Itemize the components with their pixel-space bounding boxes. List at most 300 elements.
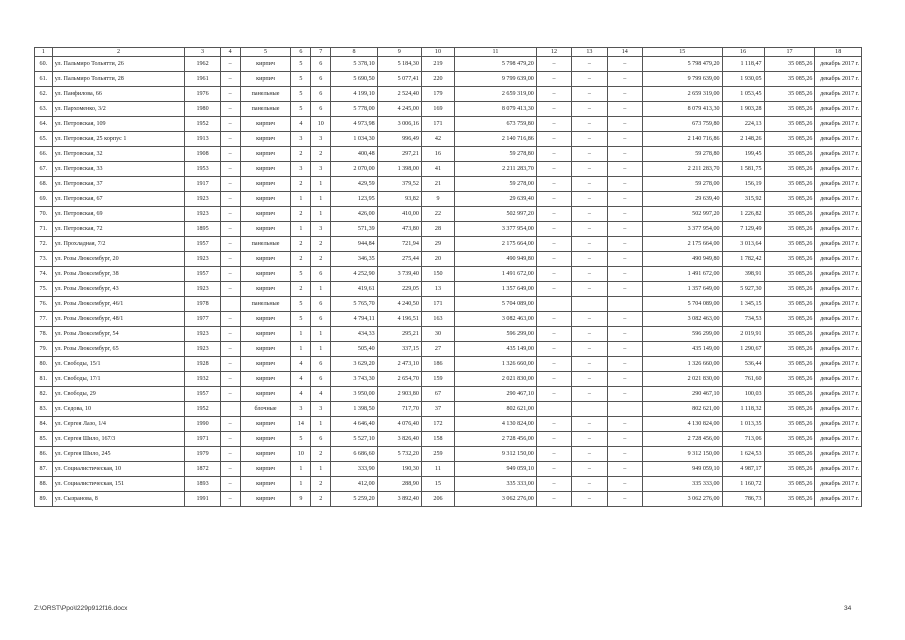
- cell-address: ул. Свободы, 17/1: [52, 372, 185, 387]
- cell-cost-sum: 3 082 463,00: [642, 312, 722, 327]
- cell-col-13: –: [572, 147, 607, 162]
- cell-living-area: 4 245,00: [377, 102, 421, 117]
- cell-rate: 35 085,26: [764, 342, 815, 357]
- cell-total-area: 4 794,11: [331, 312, 377, 327]
- cell-cost-per-unit: 1 053,45: [722, 87, 764, 102]
- cell-cost-sum: 802 621,00: [642, 402, 722, 417]
- cell-build-year: 1923: [185, 327, 220, 342]
- cell-build-year: 1923: [185, 192, 220, 207]
- cell-entrances: 6: [311, 57, 331, 72]
- cell-deadline: декабрь 2017 г.: [815, 417, 862, 432]
- cell-cost-sum: 59 278,80: [642, 147, 722, 162]
- cell-wall-material: кирпич: [240, 357, 291, 372]
- cell-build-year: 1978: [185, 297, 220, 312]
- cell-cost-per-unit: 1 782,42: [722, 252, 764, 267]
- cell-col-12: –: [536, 132, 571, 147]
- cell-cost-sum: 596 299,00: [642, 327, 722, 342]
- cell-row-index: 80.: [35, 357, 53, 372]
- cell-residents: 9: [421, 192, 454, 207]
- cell-build-year: 1928: [185, 357, 220, 372]
- cell-wall-material: панельные: [240, 297, 291, 312]
- table-row: [35, 117, 862, 132]
- cell-cost-total: 4 130 824,00: [455, 417, 537, 432]
- cell-cost-sum: 2 728 456,00: [642, 432, 722, 447]
- cell-row-index: 86.: [35, 447, 53, 462]
- cell-build-year: 1971: [185, 432, 220, 447]
- cell-address: ул. Прохладная, 7/2: [52, 237, 185, 252]
- cell-address: ул. Петровская, 37: [52, 177, 185, 192]
- cell-wall-material: кирпич: [240, 252, 291, 267]
- cell-cost-per-unit: 1 290,67: [722, 342, 764, 357]
- cell-col-14: –: [607, 342, 642, 357]
- cell-row-index: 62.: [35, 87, 53, 102]
- cell-floors: 5: [291, 72, 311, 87]
- cell-address: ул. Сызранова, 8: [52, 492, 185, 507]
- table-row: [35, 57, 862, 72]
- cell-cost-sum: 435 149,00: [642, 342, 722, 357]
- cell-cost-sum: 673 759,80: [642, 117, 722, 132]
- cell-cost-per-unit: 1 581,75: [722, 162, 764, 177]
- cell-col-12: –: [536, 327, 571, 342]
- cell-total-area: 5 690,50: [331, 72, 377, 87]
- cell-col-4: –: [220, 162, 240, 177]
- cell-col-12: –: [536, 267, 571, 282]
- cell-residents: 259: [421, 447, 454, 462]
- cell-cost-total: 2 728 456,00: [455, 432, 537, 447]
- cell-floors: 2: [291, 177, 311, 192]
- cell-deadline: декабрь 2017 г.: [815, 57, 862, 72]
- cell-col-4: –: [220, 282, 240, 297]
- cell-col-13: –: [572, 237, 607, 252]
- cell-col-14: –: [607, 417, 642, 432]
- cell-total-area: 412,00: [331, 477, 377, 492]
- table-row: [35, 477, 862, 492]
- cell-col-13: –: [572, 342, 607, 357]
- cell-col-14: –: [607, 177, 642, 192]
- cell-living-area: 2 903,80: [377, 387, 421, 402]
- cell-floors: 1: [291, 342, 311, 357]
- cell-row-index: 74.: [35, 267, 53, 282]
- cell-col-4: –: [220, 87, 240, 102]
- cell-entrances: 1: [311, 282, 331, 297]
- cell-build-year: 1917: [185, 177, 220, 192]
- cell-residents: 171: [421, 117, 454, 132]
- cell-col-12: [536, 402, 571, 417]
- cell-total-area: 6 686,60: [331, 447, 377, 462]
- table-row: [35, 207, 862, 222]
- cell-deadline: декабрь 2017 г.: [815, 132, 862, 147]
- cell-col-12: –: [536, 222, 571, 237]
- cell-col-13: –: [572, 252, 607, 267]
- cell-wall-material: кирпич: [240, 312, 291, 327]
- cell-build-year: 1979: [185, 447, 220, 462]
- cell-living-area: 3 892,40: [377, 492, 421, 507]
- cell-entrances: 10: [311, 117, 331, 132]
- cell-wall-material: панельные: [240, 237, 291, 252]
- housing-registry-table: [34, 47, 862, 507]
- cell-entrances: 1: [311, 207, 331, 222]
- cell-row-index: 68.: [35, 177, 53, 192]
- cell-cost-per-unit: 1 226,82: [722, 207, 764, 222]
- cell-col-14: –: [607, 387, 642, 402]
- cell-address: ул. Розы Люксембург, 54: [52, 327, 185, 342]
- cell-living-area: 2 524,40: [377, 87, 421, 102]
- cell-col-14: –: [607, 87, 642, 102]
- cell-deadline: декабрь 2017 г.: [815, 282, 862, 297]
- cell-cost-total: 9 799 639,00: [455, 72, 537, 87]
- cell-cost-per-unit: 2 148,26: [722, 132, 764, 147]
- cell-col-12: –: [536, 462, 571, 477]
- cell-row-index: 63.: [35, 102, 53, 117]
- cell-deadline: декабрь 2017 г.: [815, 222, 862, 237]
- cell-cost-total: 502 997,20: [455, 207, 537, 222]
- cell-deadline: декабрь 2017 г.: [815, 117, 862, 132]
- cell-cost-per-unit: 786,73: [722, 492, 764, 507]
- cell-cost-per-unit: 156,19: [722, 177, 764, 192]
- cell-entrances: 2: [311, 492, 331, 507]
- cell-wall-material: панельные: [240, 87, 291, 102]
- cell-col-12: –: [536, 147, 571, 162]
- cell-floors: 1: [291, 462, 311, 477]
- cell-col-4: –: [220, 447, 240, 462]
- cell-cost-sum: 9 312 150,00: [642, 447, 722, 462]
- cell-residents: 13: [421, 282, 454, 297]
- cell-col-14: –: [607, 117, 642, 132]
- cell-cost-per-unit: 224,13: [722, 117, 764, 132]
- cell-cost-per-unit: 713,06: [722, 432, 764, 447]
- cell-address: ул. Петровская, 109: [52, 117, 185, 132]
- cell-cost-sum: 3 377 954,00: [642, 222, 722, 237]
- table-row: [35, 432, 862, 447]
- cell-build-year: 1990: [185, 417, 220, 432]
- cell-col-13: –: [572, 267, 607, 282]
- cell-entrances: 1: [311, 327, 331, 342]
- cell-living-area: 5 732,20: [377, 447, 421, 462]
- cell-col-12: –: [536, 492, 571, 507]
- cell-living-area: 337,15: [377, 342, 421, 357]
- cell-col-4: –: [220, 252, 240, 267]
- cell-cost-sum: 3 062 276,00: [642, 492, 722, 507]
- cell-build-year: 1893: [185, 477, 220, 492]
- cell-wall-material: кирпич: [240, 327, 291, 342]
- cell-col-12: –: [536, 387, 571, 402]
- cell-wall-material: кирпич: [240, 387, 291, 402]
- cell-wall-material: панельные: [240, 102, 291, 117]
- cell-living-area: 5 077,41: [377, 72, 421, 87]
- cell-cost-per-unit: 5 927,30: [722, 282, 764, 297]
- cell-rate: 35 085,26: [764, 312, 815, 327]
- cell-row-index: 71.: [35, 222, 53, 237]
- cell-living-area: 4 240,50: [377, 297, 421, 312]
- cell-build-year: 1872: [185, 462, 220, 477]
- cell-floors: 4: [291, 357, 311, 372]
- cell-build-year: 1977: [185, 312, 220, 327]
- cell-col-14: –: [607, 462, 642, 477]
- cell-living-area: 288,90: [377, 477, 421, 492]
- cell-residents: 219: [421, 57, 454, 72]
- cell-col-4: –: [220, 372, 240, 387]
- cell-deadline: декабрь 2017 г.: [815, 237, 862, 252]
- cell-residents: 11: [421, 462, 454, 477]
- cell-deadline: декабрь 2017 г.: [815, 477, 862, 492]
- cell-floors: 5: [291, 267, 311, 282]
- table-row: [35, 102, 862, 117]
- cell-col-13: –: [572, 222, 607, 237]
- cell-deadline: декабрь 2017 г.: [815, 462, 862, 477]
- cell-wall-material: кирпич: [240, 57, 291, 72]
- cell-col-4: –: [220, 222, 240, 237]
- cell-cost-sum: 2 659 319,00: [642, 87, 722, 102]
- cell-row-index: 66.: [35, 147, 53, 162]
- cell-entrances: 4: [311, 387, 331, 402]
- cell-col-13: [572, 297, 607, 312]
- cell-row-index: 65.: [35, 132, 53, 147]
- cell-col-4: –: [220, 192, 240, 207]
- column-number-header: 7: [311, 48, 331, 57]
- cell-floors: 1: [291, 222, 311, 237]
- cell-entrances: 1: [311, 462, 331, 477]
- cell-address: ул. Социалистическая, 10: [52, 462, 185, 477]
- cell-living-area: 473,80: [377, 222, 421, 237]
- cell-cost-sum: 2 211 283,70: [642, 162, 722, 177]
- cell-cost-sum: 1 357 649,00: [642, 282, 722, 297]
- cell-deadline: декабрь 2017 г.: [815, 177, 862, 192]
- cell-cost-per-unit: 2 019,91: [722, 327, 764, 342]
- cell-residents: 159: [421, 372, 454, 387]
- cell-address: ул. Пархоменко, 3/2: [52, 102, 185, 117]
- cell-row-index: 72.: [35, 237, 53, 252]
- cell-cost-total: 8 079 413,30: [455, 102, 537, 117]
- cell-living-area: 295,21: [377, 327, 421, 342]
- cell-total-area: 434,33: [331, 327, 377, 342]
- cell-col-12: –: [536, 72, 571, 87]
- cell-address: ул. Сергея Шило, 167/3: [52, 432, 185, 447]
- cell-living-area: 717,70: [377, 402, 421, 417]
- cell-deadline: декабрь 2017 г.: [815, 297, 862, 312]
- cell-build-year: 1923: [185, 342, 220, 357]
- cell-col-12: –: [536, 102, 571, 117]
- cell-cost-per-unit: 1 903,28: [722, 102, 764, 117]
- cell-cost-sum: 5 798 479,20: [642, 57, 722, 72]
- cell-living-area: 1 398,00: [377, 162, 421, 177]
- cell-row-index: 82.: [35, 387, 53, 402]
- cell-col-14: –: [607, 72, 642, 87]
- cell-entrances: 6: [311, 372, 331, 387]
- cell-rate: 35 085,26: [764, 147, 815, 162]
- column-number-header-row: [35, 48, 862, 57]
- cell-address: ул. Панфилова, 66: [52, 87, 185, 102]
- cell-deadline: декабрь 2017 г.: [815, 432, 862, 447]
- cell-rate: 35 085,26: [764, 462, 815, 477]
- table-row: [35, 267, 862, 282]
- cell-wall-material: кирпич: [240, 192, 291, 207]
- cell-entrances: 3: [311, 162, 331, 177]
- cell-residents: 27: [421, 342, 454, 357]
- cell-total-area: 1 034,30: [331, 132, 377, 147]
- cell-total-area: 5 378,10: [331, 57, 377, 72]
- cell-cost-sum: 502 997,20: [642, 207, 722, 222]
- cell-rate: 35 085,26: [764, 162, 815, 177]
- cell-cost-total: 29 639,40: [455, 192, 537, 207]
- cell-row-index: 88.: [35, 477, 53, 492]
- cell-build-year: 1895: [185, 222, 220, 237]
- cell-entrances: 6: [311, 432, 331, 447]
- cell-residents: 206: [421, 492, 454, 507]
- cell-cost-total: 9 312 150,00: [455, 447, 537, 462]
- cell-rate: 35 085,26: [764, 477, 815, 492]
- cell-living-area: 3 826,40: [377, 432, 421, 447]
- cell-build-year: 1923: [185, 207, 220, 222]
- table-row: [35, 447, 862, 462]
- column-number-header: 16: [722, 48, 764, 57]
- cell-col-12: –: [536, 312, 571, 327]
- cell-residents: 220: [421, 72, 454, 87]
- cell-col-14: –: [607, 447, 642, 462]
- cell-cost-sum: 8 079 413,30: [642, 102, 722, 117]
- cell-total-area: 4 199,10: [331, 87, 377, 102]
- cell-col-13: [572, 402, 607, 417]
- column-number-header: 4: [220, 48, 240, 57]
- cell-living-area: 5 184,30: [377, 57, 421, 72]
- cell-total-area: 3 950,00: [331, 387, 377, 402]
- cell-col-12: –: [536, 87, 571, 102]
- cell-col-4: –: [220, 57, 240, 72]
- cell-cost-sum: 1 491 672,00: [642, 267, 722, 282]
- cell-col-12: –: [536, 192, 571, 207]
- cell-residents: 15: [421, 477, 454, 492]
- cell-floors: 5: [291, 87, 311, 102]
- cell-col-13: –: [572, 447, 607, 462]
- cell-col-12: –: [536, 432, 571, 447]
- cell-cost-per-unit: 4 987,17: [722, 462, 764, 477]
- cell-total-area: 5 765,70: [331, 297, 377, 312]
- table-row: [35, 492, 862, 507]
- column-number-header: 18: [815, 48, 862, 57]
- cell-col-14: –: [607, 252, 642, 267]
- cell-row-index: 77.: [35, 312, 53, 327]
- cell-col-14: –: [607, 207, 642, 222]
- cell-build-year: 1923: [185, 282, 220, 297]
- cell-rate: 35 085,26: [764, 132, 815, 147]
- cell-floors: 4: [291, 387, 311, 402]
- cell-entrances: 6: [311, 267, 331, 282]
- cell-floors: 2: [291, 282, 311, 297]
- cell-wall-material: кирпич: [240, 162, 291, 177]
- cell-col-13: –: [572, 417, 607, 432]
- cell-total-area: 429,59: [331, 177, 377, 192]
- cell-col-4: –: [220, 492, 240, 507]
- cell-col-14: –: [607, 132, 642, 147]
- cell-rate: 35 085,26: [764, 372, 815, 387]
- cell-total-area: 4 973,98: [331, 117, 377, 132]
- cell-total-area: 4 252,90: [331, 267, 377, 282]
- column-number-header: 10: [421, 48, 454, 57]
- cell-col-13: –: [572, 477, 607, 492]
- cell-address: ул. Розы Люксембург, 65: [52, 342, 185, 357]
- table-row: [35, 282, 862, 297]
- cell-living-area: 410,00: [377, 207, 421, 222]
- cell-cost-sum: 1 326 660,00: [642, 357, 722, 372]
- cell-deadline: декабрь 2017 г.: [815, 372, 862, 387]
- cell-col-12: –: [536, 237, 571, 252]
- cell-wall-material: кирпич: [240, 342, 291, 357]
- cell-col-4: [220, 402, 240, 417]
- cell-living-area: 721,94: [377, 237, 421, 252]
- cell-rate: 35 085,26: [764, 447, 815, 462]
- cell-col-4: –: [220, 117, 240, 132]
- cell-cost-total: 2 175 664,00: [455, 237, 537, 252]
- cell-cost-sum: 5 704 089,00: [642, 297, 722, 312]
- cell-col-14: –: [607, 357, 642, 372]
- cell-entrances: 6: [311, 357, 331, 372]
- cell-rate: 35 085,26: [764, 402, 815, 417]
- cell-address: ул. Розы Люксембург, 20: [52, 252, 185, 267]
- cell-build-year: 1952: [185, 402, 220, 417]
- cell-col-12: –: [536, 417, 571, 432]
- cell-deadline: декабрь 2017 г.: [815, 102, 862, 117]
- cell-total-area: 5 778,00: [331, 102, 377, 117]
- cell-cost-per-unit: 1 118,32: [722, 402, 764, 417]
- cell-living-area: 379,52: [377, 177, 421, 192]
- cell-build-year: 1980: [185, 102, 220, 117]
- cell-deadline: декабрь 2017 г.: [815, 312, 862, 327]
- cell-address: ул. Сергея Шило, 245: [52, 447, 185, 462]
- cell-address: ул. Розы Люксембург, 48/1: [52, 312, 185, 327]
- cell-floors: 5: [291, 57, 311, 72]
- cell-col-4: –: [220, 387, 240, 402]
- cell-col-4: –: [220, 477, 240, 492]
- table-row: [35, 312, 862, 327]
- column-number-header: 2: [52, 48, 185, 57]
- cell-deadline: декабрь 2017 г.: [815, 357, 862, 372]
- cell-total-area: 5 527,10: [331, 432, 377, 447]
- cell-floors: 4: [291, 117, 311, 132]
- cell-col-13: –: [572, 372, 607, 387]
- cell-row-index: 67.: [35, 162, 53, 177]
- document-file-path: Z:\ORST\Ppo\l229p912f16.docx: [34, 605, 128, 612]
- cell-wall-material: кирпич: [240, 282, 291, 297]
- cell-col-14: –: [607, 432, 642, 447]
- cell-col-13: –: [572, 462, 607, 477]
- cell-rate: 35 085,26: [764, 222, 815, 237]
- cell-cost-total: 3 082 463,00: [455, 312, 537, 327]
- cell-col-14: –: [607, 312, 642, 327]
- cell-col-13: –: [572, 387, 607, 402]
- cell-residents: 22: [421, 207, 454, 222]
- cell-floors: 2: [291, 207, 311, 222]
- cell-floors: 5: [291, 432, 311, 447]
- cell-wall-material: кирпич: [240, 417, 291, 432]
- cell-col-14: [607, 297, 642, 312]
- column-number-header: 12: [536, 48, 571, 57]
- cell-floors: 1: [291, 477, 311, 492]
- cell-wall-material: кирпич: [240, 132, 291, 147]
- cell-living-area: 4 076,40: [377, 417, 421, 432]
- cell-cost-total: 1 491 672,00: [455, 267, 537, 282]
- cell-total-area: 5 259,20: [331, 492, 377, 507]
- cell-col-4: –: [220, 342, 240, 357]
- cell-entrances: 1: [311, 192, 331, 207]
- cell-cost-total: 5 704 089,00: [455, 297, 537, 312]
- column-number-header: 14: [607, 48, 642, 57]
- cell-col-12: –: [536, 342, 571, 357]
- cell-address: ул. Петровская, 32: [52, 147, 185, 162]
- cell-address: ул. Свободы, 15/1: [52, 357, 185, 372]
- cell-row-index: 61.: [35, 72, 53, 87]
- cell-entrances: 6: [311, 297, 331, 312]
- cell-entrances: 3: [311, 132, 331, 147]
- table-row: [35, 357, 862, 372]
